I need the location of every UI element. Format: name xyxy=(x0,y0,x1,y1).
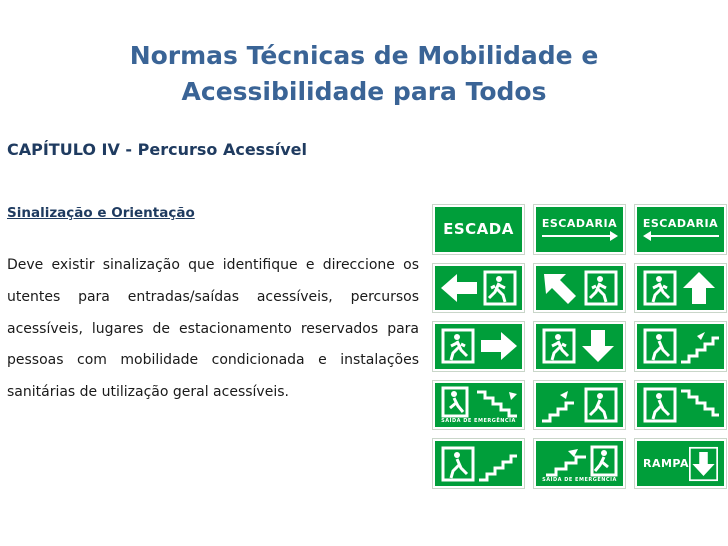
chapter-name: Percurso Acessível xyxy=(137,140,307,159)
sign-rampa xyxy=(635,439,726,488)
exit-down-arrow-icon xyxy=(538,326,622,366)
sign-escada xyxy=(433,205,524,254)
sign-escadaria-right xyxy=(534,205,625,254)
stairs-up-icon xyxy=(639,326,723,366)
section-heading: Sinalização e Orientação xyxy=(7,205,195,221)
sign-exit-up-left xyxy=(534,264,625,313)
exit-up-arrow-icon xyxy=(639,268,723,308)
stairs-down-right-icon xyxy=(639,385,723,425)
sign-exit-up xyxy=(635,264,726,313)
sign-emergency-text-1: SAÍDA DE EMERGÊNCIA xyxy=(441,418,516,425)
sign-escadaria-right-text: ESCADARIA xyxy=(541,216,618,230)
sign-exit-right xyxy=(433,322,524,371)
stairs-down-icon xyxy=(437,386,521,418)
arrow-right-icon xyxy=(540,230,620,242)
sign-escadaria-left-text: ESCADARIA xyxy=(642,216,719,230)
sign-escada-text: ESCADA xyxy=(443,220,514,239)
sign-emergency-exit-stairs-up xyxy=(534,439,625,488)
sign-exit-stairs-up xyxy=(635,322,726,371)
sign-rampa-text: RAMPA xyxy=(643,457,689,471)
stairs-up-arrow-icon xyxy=(538,445,622,477)
title-line-2: Acessibilidade para Todos xyxy=(181,77,547,106)
sign-exit-stairs-right xyxy=(534,381,625,430)
chapter-separator: - xyxy=(119,140,138,159)
arrow-left-icon xyxy=(641,230,721,242)
chapter-heading xyxy=(7,140,307,159)
arrow-down-icon xyxy=(689,444,718,484)
signage-image xyxy=(433,205,726,488)
exit-right-arrow-icon xyxy=(437,326,521,366)
stairs-up-right-icon xyxy=(437,444,521,484)
exit-left-arrow-icon xyxy=(437,268,521,308)
chapter-label: CAPÍTULO IV xyxy=(7,140,120,159)
exit-diagonal-arrow-icon xyxy=(538,268,622,308)
sign-exit-stairs-up-right xyxy=(433,439,524,488)
sign-exit-left xyxy=(433,264,524,313)
sign-exit-down xyxy=(534,322,625,371)
sign-emergency-exit-stairs-down xyxy=(433,381,524,430)
slide-title xyxy=(0,38,728,110)
title-line-1: Normas Técnicas de Mobilidade e xyxy=(129,41,599,70)
sign-emergency-text-2: SAÍDA DE EMERGÊNCIA xyxy=(542,476,617,483)
sign-exit-stairs-down-right xyxy=(635,381,726,430)
body-paragraph: Deve existir sinalização que identifique e direccione os utentes para entradas/saídas acessíveis, percursos acessíveis, lugares de estacionamento reservados para pessoas com mobilidade condicionada e instalações sanitárias de utilização geral acessíveis. xyxy=(7,257,419,401)
sign-escadaria-left xyxy=(635,205,726,254)
stairs-right-icon xyxy=(538,385,622,425)
